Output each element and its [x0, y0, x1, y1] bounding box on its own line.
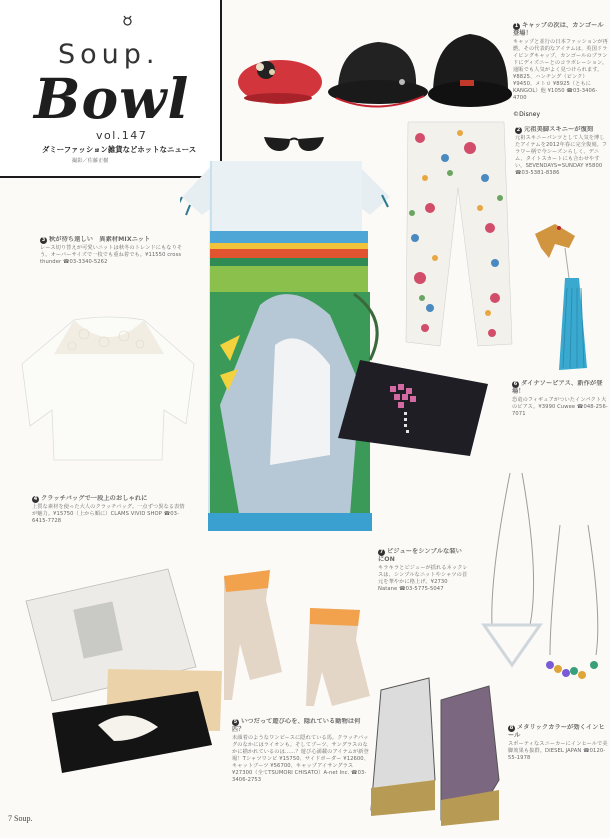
soup-bowl-emblem-icon	[121, 14, 134, 27]
caption-body: 恐竜のフィギュアがついたインパクト大のピアス。¥3990 Cuwee ☎048-256-7071	[512, 397, 608, 417]
caption-bijou	[378, 548, 468, 634]
caption-title: 2 元祖美脚スキニーが復刻	[516, 126, 594, 133]
page-footer	[8, 814, 32, 823]
page-number: 7	[8, 814, 12, 823]
caption-body: 未顔着のようなワンピースに隠れている馬。クラッチバッグのなかにはライオンも。そしてブーツ、サングラスのなかに描かれているのは……？遊び心満載のアイテムが新登場！Tシャツワンピ ¥15750、サイドボーダー ¥12600、キャットブーツ ¥56700、キャップアイサングラス ¥27300（全てTSUMORI CHISATO）A-net Inc. ☎03-3406-2753	[232, 735, 369, 783]
caption-title: 7 ビジューをシンプルな装いにON	[378, 548, 462, 563]
volume-label: vol.147	[96, 129, 148, 142]
caption-title: 8 メタリックカラーが効くインヒール	[508, 724, 605, 739]
footer-brand: Soup.	[14, 814, 33, 823]
caption-title: 1 キャップの次は、カンゴール登場！	[513, 22, 604, 37]
caption-body: スポーティなスニーカーにインヒールで美脚効果も抜群。DIESEL JAPAN ☎0120-55-1978	[508, 741, 608, 761]
caption-body: キャップと並行の日本ファッションが再燃。その代表的なアイテムは、英国ドライビングキャップ、カンゴールのブランドにディズニーとのコラボレーション。通販でも人気がよく見つけられます。¥8825、ハンチング（ピンク）¥9450、メトロ ¥8925（ともにKANGOL）他 ¥1050 ☎03-3406-4700	[513, 39, 608, 101]
photo-credit: 撮影／佐藤正樹	[72, 158, 109, 164]
caption-pants	[515, 126, 609, 214]
caption-body: レース切り替えが可愛いニットは秋冬のトレンドにもなりそう。オーバーサイズで一枚でも重ね着でも。¥11550 cross thunder ☎03-3340-5262	[40, 245, 183, 265]
section-title: Bowl	[34, 66, 190, 131]
caption-hats-footer: ©Disney	[513, 111, 541, 118]
caption-dress	[232, 718, 370, 808]
lace-knit-sweater-photo	[14, 314, 204, 464]
black-clutch-bag-photo	[320, 290, 500, 458]
caption-clutch	[32, 495, 187, 563]
caption-body: 上質な素材を使った大人のクラッチバッグ。一点ずつ異なる表情が魅力。¥15750（上から順に）CLAMS VIVID SHOP ☎03-6415-7728	[32, 504, 185, 524]
sunglasses-photo	[262, 133, 326, 155]
caption-title: 3 秋が待ち遠しい 異素材MIXニット	[41, 236, 151, 243]
caption-body: キラキラとビジューが揺れるネックレスは、シンプルなニットやシャツの首元を華やかに格上げ。¥2730 Natane ☎03-5775-5047	[378, 565, 468, 592]
section-subtitle: ダミーファッション雑貨などホットなニュース	[42, 145, 197, 154]
clutch-bags-set-photo	[18, 565, 228, 805]
dinosaur-earring-photo	[525, 218, 605, 378]
caption-knit	[40, 236, 190, 296]
ankle-boots-photo	[210, 560, 385, 710]
caption-title: 6 ダイナソーピアス、新作が登場！	[512, 380, 603, 395]
hats-photo	[228, 20, 513, 120]
magazine-title: Soup.	[58, 39, 160, 70]
caption-title: 4 クラッチバッグで一段上のおしゃれに	[33, 495, 148, 502]
metallic-sneakers-photo	[365, 660, 515, 830]
caption-body: 元祖スキニーパンツとして人気を博したアイテムを2012年春に完全復刻。フラワー柄で今シーズンらしく、デニム、タイトスカートにも合わせやすい。SEVENDAYS=SUNDAY ¥5800 ☎03-5381-8386	[515, 135, 608, 176]
caption-pierce	[512, 380, 609, 448]
caption-title: 5 いつだって遊び心を、隠れている動物は何匹？	[232, 718, 361, 733]
caption-metal	[508, 724, 609, 784]
caption-hats	[513, 22, 609, 106]
